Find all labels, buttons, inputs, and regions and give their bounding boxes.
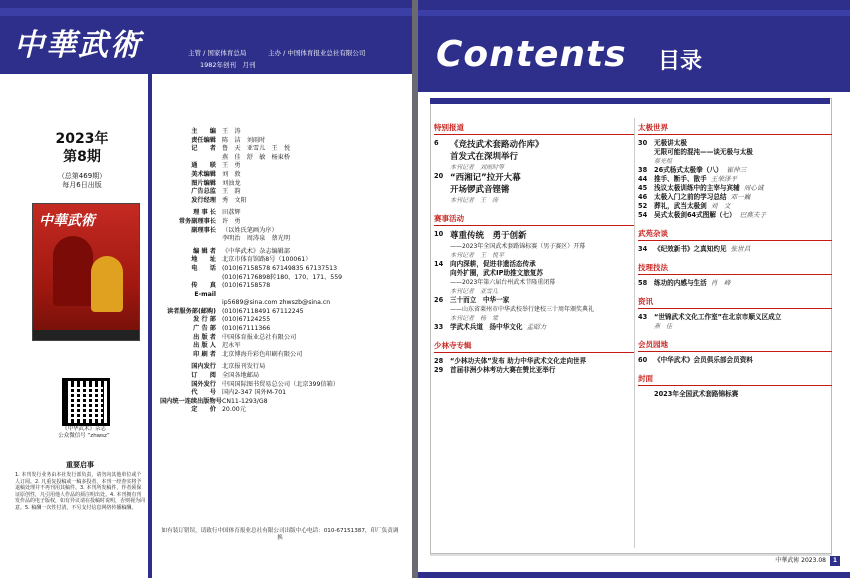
entry-title [450, 172, 634, 184]
article-subtitle: ——2023年第六届台州武术节隆重闭幕 [450, 279, 556, 286]
entry-author: 崔仲三 [726, 166, 747, 174]
masthead-row [160, 235, 410, 244]
masthead-page [0, 0, 412, 578]
toc-entry[interactable] [434, 296, 634, 305]
masthead-value: 中国体育报业总社有限公司 [222, 333, 297, 341]
entry-title [654, 184, 832, 193]
entry-page: 58 [638, 279, 648, 287]
entry-page: 20 [434, 172, 444, 180]
entry-title-text: 学武术兵道 扬中华文化 [450, 323, 523, 331]
cover-image [32, 203, 140, 341]
cover-figure-1 [53, 236, 93, 306]
masthead-row [160, 128, 410, 137]
entry-page [638, 390, 654, 399]
entry-page [434, 184, 450, 196]
entry-page: 6 [434, 139, 439, 147]
entry-page: 28 [434, 357, 444, 365]
masthead-key [160, 299, 222, 308]
toc-entry[interactable] [638, 211, 832, 220]
masthead-key: 副理事长 [191, 226, 216, 234]
masthead-value: 国内2-347 国外M-701 [222, 389, 287, 397]
entry-title-text: “少林功夫体”发布 助力中华武术文化走向世界 [450, 357, 587, 365]
cover-figure-2 [91, 256, 123, 312]
masthead-value: 许 勇 [222, 217, 241, 225]
masthead-key: 定 价 [191, 406, 216, 414]
masthead-row [160, 218, 410, 227]
entry-title [654, 175, 832, 184]
entry-title-text: 推手、断手、散手 [654, 175, 707, 183]
toc-entry[interactable] [638, 139, 832, 148]
masthead-row [160, 227, 410, 236]
masthead-key: 广告总监 [191, 188, 216, 196]
masthead-value: 北京市体育馆路8号（100061） [222, 256, 312, 264]
masthead-row [160, 274, 410, 283]
toc-entry[interactable] [434, 139, 634, 151]
entry-title-text: 三十而立 中华一家 [450, 296, 510, 304]
entry-title [654, 166, 832, 175]
article-subtitle: ——2023年全国武术套路锦标赛（男子赛区）开幕 [450, 243, 586, 250]
masthead-key: 电 话 [191, 264, 216, 272]
masthead-value: (010)67118491 67112245 [222, 307, 304, 315]
article-author: 本刊记者 杨 棠 [450, 315, 499, 322]
masthead-row [160, 137, 410, 146]
entry-author: 王荣泽平 [710, 175, 738, 183]
masthead-value: 王 韵 [222, 188, 241, 196]
toc-entry[interactable] [638, 175, 832, 184]
masthead-key: 常务副理事长 [178, 217, 216, 225]
masthead-value: 20.00元 [222, 406, 246, 414]
masthead-value: 刘 敦 [222, 170, 241, 178]
qr-caption: 《中华武术》杂志 公众微信号 “zhwsz” [58, 426, 110, 439]
article-author: 本刊记者 刘雨时等 [450, 164, 505, 171]
masthead-value: (010)67111366 [222, 325, 271, 333]
masthead-value: （以姓氏笔画为序） [222, 226, 278, 234]
top-band-stripe [0, 8, 412, 16]
masthead-key: 订 阅 [191, 372, 216, 380]
entry-page: 29 [434, 366, 444, 374]
issue-number: 第8期 [63, 149, 101, 165]
entry-title [654, 202, 832, 211]
contents-title: Contents [436, 34, 627, 75]
toc-entry[interactable] [434, 151, 634, 163]
masthead-key: 责任编辑 [191, 136, 216, 144]
toc-entry[interactable] [434, 260, 634, 269]
masthead-value: 王 涛 [222, 128, 241, 135]
masthead-row [160, 162, 410, 171]
entry-author: 周心诚 [743, 184, 764, 192]
masthead-value: (010)67158578 67149835 67137513 [222, 264, 338, 272]
section-heading: 赛事活动 [434, 213, 634, 226]
total-issue: （总第469期） [57, 172, 107, 180]
entry-title [654, 139, 832, 148]
masthead-value: 鲁 天 亚雪儿 王 悦 [222, 145, 291, 153]
cover-title: 中華武術 [39, 213, 95, 229]
masthead-row [160, 291, 410, 300]
entry-page: 44 [638, 175, 648, 183]
toc-entry[interactable] [638, 356, 832, 365]
masthead-row [160, 197, 410, 206]
masthead-value: 燕 佳 舒 敏 杨東桥 [222, 153, 291, 161]
entry-title [654, 390, 832, 399]
masthead-key: 理 事 长 [193, 209, 216, 217]
masthead-key: 发 行 部 [193, 316, 216, 324]
sponsor-text: 主办 / 中国体育报业总社有限公司 [268, 49, 366, 57]
page-number [775, 555, 840, 566]
entry-title [654, 313, 832, 322]
entry-title [654, 193, 832, 202]
entry-title [450, 260, 634, 269]
masthead-value: 《中华武术》杂志编辑部 [222, 247, 291, 255]
toc-entry[interactable] [434, 230, 634, 242]
masthead-value [222, 291, 410, 300]
masthead-value: (010)67176898转180、170、171、559 [222, 273, 343, 281]
entry-title [654, 245, 832, 254]
entry-page: 26 [434, 296, 444, 304]
contents-right-column [638, 120, 832, 405]
article-author: 蔡光煌 [654, 158, 673, 165]
notice-body: 1. 本刊发行业务由本社发行部负责，请勿向其他单位或个人订阅。2. 凡重复投稿或一稿多投者，本刊一经查实将予退稿处理并不再刊用其稿件。3. 本刊所发稿件，作者须保证原创性，凡引用他人作品的须注明出处。4. 本刊拥有刊发作品的电子版权，如有异议请在投稿时说明，否则视为同意。5. 稿酬一次性付清，不另支付信息网络传播稿酬。 [15, 472, 146, 511]
masthead-row [160, 180, 410, 189]
divider-bar [148, 74, 152, 578]
entry-title [450, 366, 634, 375]
toc-entry[interactable] [638, 390, 832, 399]
entry-page: 34 [638, 245, 648, 253]
masthead-key: 通 联 [191, 162, 216, 170]
masthead-value: 中国国际图书贸易总公司（北京399信箱） [222, 380, 339, 388]
masthead-row [160, 171, 410, 180]
page-label: 中華武術 2023.08 [775, 557, 826, 564]
masthead-value: 王 勇 [222, 162, 241, 170]
article-author: 本刊记者 王 涛 [450, 197, 499, 204]
masthead-key: 地 址 [191, 256, 216, 264]
entry-title [450, 296, 634, 305]
masthead-key: 发行经理 [191, 196, 216, 204]
masthead-row [160, 334, 410, 343]
masthead-row [160, 372, 410, 381]
footer-note: 如有装订错误，请致行中国体育报业总社有限公司出版中心电话：010-67151387，印厂负责调换 [161, 528, 399, 541]
entry-title [450, 357, 634, 366]
entry-title-text: 浅议太极训练中的主宰与宾辅 [654, 184, 740, 192]
masthead-value: 全国各地邮局 [222, 372, 260, 380]
masthead-key: 记 者 [191, 145, 216, 153]
masthead-row [160, 145, 410, 154]
masthead-value: ip5689@sina.com zhwszb@sina.cn [222, 299, 331, 307]
masthead-row [160, 381, 410, 390]
masthead-value: 陈 洁 刘雨时 [222, 136, 266, 144]
masthead-row [160, 256, 410, 265]
entry-title [654, 356, 832, 365]
article-author: 本刊记者 亚雪儿 [450, 288, 499, 295]
toc-entry[interactable] [638, 166, 832, 175]
entry-page: 45 [638, 184, 648, 192]
entry-title-text: 首届非洲少林考功大赛在赞比亚举行 [450, 366, 556, 374]
toc-entry[interactable] [638, 202, 832, 211]
masthead-row [160, 342, 410, 351]
section-heading: 武苑杂谈 [638, 228, 832, 241]
masthead-value: 秀 文阳 [222, 196, 247, 204]
entry-title-text: 26式杨式太极拳（八） [654, 166, 723, 174]
entry-title [450, 269, 634, 278]
entry-title-text: “世锦武术文化工作室”在北京市顺义区成立 [654, 313, 782, 321]
masthead-row [160, 351, 410, 360]
masthead-key: 代 号 [191, 389, 216, 397]
entry-title-text: 葬礼，武当太极剑 [654, 202, 707, 210]
masthead-key: E-mail [194, 290, 216, 298]
contents-band-stripe [418, 10, 850, 16]
entry-title [654, 148, 832, 157]
entry-author: 张世昌 [730, 245, 751, 253]
masthead-value: 刘浊龙 [222, 179, 241, 187]
entry-page [434, 151, 450, 163]
entry-title [654, 211, 832, 220]
contents-rail [430, 98, 830, 104]
toc-entry[interactable] [434, 323, 634, 332]
masthead-value: 迟永军 [222, 342, 241, 350]
masthead-row [160, 325, 410, 334]
toc-entry[interactable] [638, 193, 832, 202]
toc-entry[interactable] [638, 313, 832, 322]
founded-text: 1982年创刊 月刊 [200, 61, 256, 69]
entry-page: 33 [434, 323, 444, 331]
entry-author: 肖 峰 [710, 279, 731, 287]
supervisor-text: 主管 / 国家体育总局 [188, 49, 247, 57]
masthead-key: 广 告 部 [193, 325, 216, 333]
masthead-value: 北京报刊发行局 [222, 363, 266, 371]
entry-author: 巴燕夫子 [739, 211, 767, 219]
page-number-badge: 1 [830, 556, 840, 566]
toc-entry[interactable] [434, 269, 634, 278]
entry-title-text: 尊重传统 勇于创新 [450, 231, 527, 241]
section-heading: 技理技法 [638, 262, 832, 275]
masthead-key: 读者服务部(邮购) [167, 307, 216, 315]
masthead-key [160, 274, 222, 283]
article-author: 燕 佳 [654, 323, 673, 330]
masthead-row [160, 209, 410, 218]
article-author: 本刊记者 王 悦平 [450, 252, 505, 259]
section-heading: 资讯 [638, 296, 832, 309]
masthead-value: (010)67124255 [222, 316, 271, 324]
cover-strip [33, 330, 139, 340]
masthead-row [160, 363, 410, 372]
entry-title-text: 无极讲太极 [654, 139, 687, 147]
contents-left-column [434, 120, 634, 381]
masthead-row [160, 316, 410, 325]
masthead-key: 主 编 [191, 128, 216, 135]
masthead-value: 北京博海升彩色印刷有限公司 [222, 350, 303, 358]
contents-page [418, 0, 850, 578]
masthead-row [160, 188, 410, 197]
toc-entry[interactable] [638, 148, 832, 157]
masthead-key: 国内统一连续出版物号 [160, 397, 222, 405]
entry-title [450, 139, 634, 151]
publish-frequency: 每月6日出版 [62, 181, 102, 189]
notice-box [15, 460, 145, 511]
masthead-value: (010)67158578 [222, 282, 271, 290]
section-heading: 特别报道 [434, 122, 634, 135]
toc-entry[interactable] [638, 184, 832, 193]
bottom-band [418, 572, 850, 578]
entry-title-text: 《竞技武术套路动作库》 [450, 140, 544, 150]
masthead-value: 李明治 周涛泉 蔡光明 [222, 235, 291, 243]
entry-page: 46 [638, 193, 648, 201]
entry-title [654, 279, 832, 288]
masthead-value: 田荔辉 [222, 209, 241, 217]
issue-year: 2023年 [55, 131, 109, 147]
entry-page [638, 148, 654, 157]
masthead-row [160, 389, 410, 398]
entry-author: 刘 文 [710, 202, 731, 210]
masthead-key: 出 版 人 [193, 342, 216, 350]
entry-page: 30 [638, 139, 648, 147]
masthead-value: CN11-1293/G8 [222, 397, 268, 405]
toc-entry[interactable] [434, 366, 634, 375]
entry-author: 孟昭力 [526, 323, 547, 331]
entry-page: 38 [638, 166, 648, 174]
entry-title-text: 练功的内感与生活 [654, 279, 707, 287]
section-heading: 太极世界 [638, 122, 832, 135]
toc-entry[interactable] [434, 357, 634, 366]
entry-title-text: 《纪效新书》之真知灼见 [654, 245, 727, 253]
masthead-key: 国内发行 [191, 363, 216, 371]
entry-page: 60 [638, 356, 648, 364]
entry-title [450, 230, 634, 242]
masthead-key: 传 真 [191, 282, 216, 290]
masthead-key: 美术编辑 [191, 170, 216, 178]
entry-page: 52 [638, 202, 648, 210]
masthead-row [160, 299, 410, 308]
entry-title-text: 开场锣武音铿锵 [450, 185, 510, 195]
masthead-list [160, 128, 410, 415]
section-heading: 会员园地 [638, 339, 832, 352]
magazine-logo: 中華武術 [14, 28, 142, 63]
entry-title-text: 吴式太极剑64式图解（七） [654, 211, 736, 219]
entry-title-text: 太极入门之前的学习总结 [654, 193, 727, 201]
entry-title-text: 无限可能的混沌——谈无极与太极 [654, 148, 753, 156]
column-separator [634, 118, 635, 548]
entry-page [434, 269, 450, 278]
contents-title-cn: 目录 [658, 49, 703, 74]
entry-page: 10 [434, 230, 444, 238]
masthead-key: 印 刷 者 [193, 350, 216, 358]
article-subtitle: ——山东省莱州市中华武校举行建校三十周年颁奖典礼 [450, 306, 595, 313]
entry-page: 14 [434, 260, 444, 268]
masthead-key: 编 辑 者 [193, 247, 216, 255]
entry-title [450, 151, 634, 163]
entry-title [450, 184, 634, 196]
masthead-key: 图片编辑 [191, 179, 216, 187]
entry-title-text: 向内深耕，促进非遗活态传承 [450, 260, 536, 268]
section-heading: 封面 [638, 373, 832, 386]
entry-title-text: 《中华武术》会员俱乐部会员资料 [654, 356, 753, 364]
toc-entry[interactable] [638, 245, 832, 254]
toc-entry[interactable] [434, 172, 634, 184]
entry-title-text: 首发式在深圳举行 [450, 152, 519, 162]
entry-title-text: “西湘记”拉开大幕 [450, 173, 521, 183]
notice-title: 重要启事 [66, 461, 94, 469]
toc-entry[interactable] [638, 279, 832, 288]
masthead-row [160, 282, 410, 291]
entry-title-text: 2023年全国武术套路锦标赛 [654, 390, 739, 398]
masthead-key: 出 版 者 [193, 333, 216, 341]
masthead-row [160, 406, 410, 415]
masthead-key [160, 235, 222, 244]
masthead-row [160, 265, 410, 274]
masthead-key: 国外发行 [191, 380, 216, 388]
entry-title-text: 向外扩圈，武术IP助推文旅复苏 [450, 269, 544, 277]
entry-page: 43 [638, 313, 648, 321]
entry-title [450, 323, 634, 332]
section-heading: 少林寺专辑 [434, 340, 634, 353]
entry-page: 54 [638, 211, 648, 219]
entry-author: 邓一巍 [730, 193, 751, 201]
qr-code-icon [62, 378, 110, 426]
toc-entry[interactable] [434, 184, 634, 196]
